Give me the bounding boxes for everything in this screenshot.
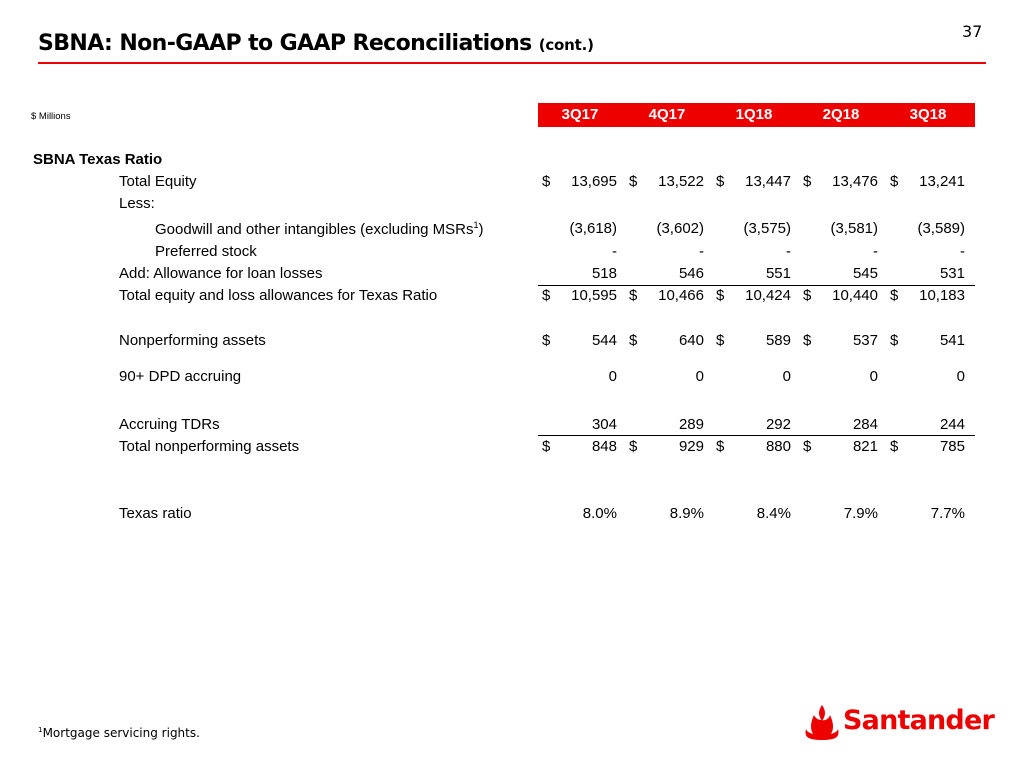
table-cell: [712, 332, 796, 352]
currency-symbol: $: [716, 438, 725, 455]
cell-value: 589: [765, 332, 791, 349]
table-cell: [538, 220, 622, 240]
units-label: $ Millions: [31, 111, 71, 122]
row-label-preferred-stock: Preferred stock: [155, 243, 257, 260]
period-header-0: 3Q17: [561, 106, 599, 123]
cell-value: 13,522: [658, 173, 704, 190]
cell-value: 7.9%: [843, 505, 878, 522]
currency-symbol: $: [629, 287, 638, 304]
table-cell: [886, 220, 970, 240]
cell-value: 0: [782, 368, 791, 385]
row-label-goodwill: [155, 220, 484, 238]
cell-value: (3,618): [569, 220, 617, 237]
cell-value: (3,589): [917, 220, 965, 237]
table-cell: [538, 332, 622, 352]
cell-value: 785: [939, 438, 965, 455]
currency-symbol: $: [716, 332, 725, 349]
table-cell: [538, 416, 622, 436]
table-cell: [799, 287, 883, 307]
table-cell: [799, 416, 883, 436]
cell-value: 929: [678, 438, 704, 455]
table-cell: [886, 505, 970, 525]
table-cell: [538, 287, 622, 307]
cell-value: -: [960, 243, 965, 260]
cell-value: 13,447: [745, 173, 791, 190]
cell-value: 537: [852, 332, 878, 349]
table-cell: [712, 173, 796, 193]
title-underline: [38, 62, 986, 64]
cell-value: 13,695: [571, 173, 617, 190]
flame-icon: [804, 703, 840, 741]
section-title: SBNA Texas Ratio: [33, 151, 163, 168]
row-label-90-dpd: 90+ DPD accruing: [119, 368, 242, 385]
table-cell: [886, 438, 970, 458]
table-cell: [538, 368, 622, 388]
cell-value: (3,575): [743, 220, 791, 237]
cell-value: -: [786, 243, 791, 260]
table-cell: [538, 265, 622, 285]
cell-value: 13,476: [832, 173, 878, 190]
table-cell: [625, 265, 709, 285]
row-label-goodwill-text: Goodwill and other intangibles (excluding MSRs: [155, 221, 474, 238]
cell-value: (3,581): [830, 220, 878, 237]
santander-logo: [804, 703, 994, 741]
cell-value: 546: [678, 265, 704, 282]
table-cell: [625, 332, 709, 352]
cell-value: 0: [608, 368, 617, 385]
cell-value: -: [699, 243, 704, 260]
page-number: 37: [962, 22, 983, 41]
currency-symbol: $: [803, 332, 812, 349]
table-cell: [625, 368, 709, 388]
table-cell: [886, 416, 970, 436]
row-label-total-equity: Total Equity: [119, 173, 197, 190]
cell-value: 13,241: [919, 173, 965, 190]
cell-value: 292: [765, 416, 791, 433]
table-cell: [886, 265, 970, 285]
cell-value: -: [873, 243, 878, 260]
cell-value: 0: [695, 368, 704, 385]
table-cell: [886, 243, 970, 263]
table-cell: [799, 265, 883, 285]
footnote: [38, 725, 200, 740]
table-cell: [712, 287, 796, 307]
page-title-suffix: (cont.): [538, 36, 594, 54]
cell-value: 821: [852, 438, 878, 455]
table-cell: [712, 265, 796, 285]
cell-value: 551: [765, 265, 791, 282]
table-cell: [799, 505, 883, 525]
row-label-nonperforming-assets: Nonperforming assets: [119, 332, 266, 349]
rule-above-total-equity: [538, 285, 975, 286]
table-cell: [625, 173, 709, 193]
cell-value: 8.4%: [756, 505, 791, 522]
table-cell: [625, 243, 709, 263]
currency-symbol: $: [890, 438, 899, 455]
row-label-total-nonperforming: Total nonperforming assets: [119, 438, 300, 455]
cell-value: 10,595: [571, 287, 617, 304]
rule-above-total-nonperforming: [538, 435, 975, 436]
cell-value: 304: [591, 416, 617, 433]
row-label-total-equity-loss-allowances: Total equity and loss allowances for Texas Ratio: [119, 287, 438, 304]
cell-value: 10,183: [919, 287, 965, 304]
currency-symbol: $: [803, 287, 812, 304]
cell-value: 544: [591, 332, 617, 349]
table-cell: [799, 368, 883, 388]
table-cell: [799, 173, 883, 193]
cell-value: 8.9%: [669, 505, 704, 522]
cell-value: 0: [869, 368, 878, 385]
footnote-text: Mortgage servicing rights.: [42, 726, 200, 740]
row-label-accruing-tdrs: Accruing TDRs: [119, 416, 220, 433]
cell-value: 640: [678, 332, 704, 349]
table-cell: [712, 368, 796, 388]
table-cell: [625, 416, 709, 436]
cell-value: 531: [939, 265, 965, 282]
currency-symbol: $: [542, 173, 551, 190]
table-cell: [538, 243, 622, 263]
currency-symbol: $: [803, 438, 812, 455]
currency-symbol: $: [890, 173, 899, 190]
cell-value: 8.0%: [582, 505, 617, 522]
table-cell: [799, 332, 883, 352]
cell-value: 0: [956, 368, 965, 385]
table-cell: [538, 173, 622, 193]
table-cell: [886, 368, 970, 388]
table-cell: [799, 243, 883, 263]
cell-value: 10,440: [832, 287, 878, 304]
table-cell: [886, 173, 970, 193]
table-cell: [625, 438, 709, 458]
logo-wordmark: Santander: [843, 705, 994, 736]
period-header-3: 2Q18: [822, 106, 860, 123]
currency-symbol: $: [542, 287, 551, 304]
table-cell: [799, 220, 883, 240]
table-cell: [625, 287, 709, 307]
table-cell: [886, 287, 970, 307]
currency-symbol: $: [542, 438, 551, 455]
currency-symbol: $: [629, 438, 638, 455]
table-cell: [712, 220, 796, 240]
cell-value: 7.7%: [930, 505, 965, 522]
table-cell: [712, 243, 796, 263]
cell-value: 289: [678, 416, 704, 433]
currency-symbol: $: [890, 332, 899, 349]
table-cell: [712, 438, 796, 458]
row-label-goodwill-tail: ): [478, 221, 484, 238]
table-cell: [799, 438, 883, 458]
currency-symbol: $: [629, 173, 638, 190]
table-cell: [712, 416, 796, 436]
currency-symbol: $: [716, 173, 725, 190]
table-cell: [538, 438, 622, 458]
cell-value: -: [612, 243, 617, 260]
table-cell: [538, 505, 622, 525]
footnote-marker-1: 1: [38, 725, 43, 734]
currency-symbol: $: [890, 287, 899, 304]
cell-value: 518: [591, 265, 617, 282]
period-header-1: 4Q17: [648, 106, 686, 123]
currency-symbol: $: [803, 173, 812, 190]
table-cell: [712, 505, 796, 525]
cell-value: 10,466: [658, 287, 704, 304]
cell-value: 244: [939, 416, 965, 433]
currency-symbol: $: [629, 332, 638, 349]
table-cell: [625, 505, 709, 525]
period-header-4: 3Q18: [909, 106, 947, 123]
cell-value: 848: [591, 438, 617, 455]
page-title: [38, 31, 594, 56]
footnote-marker: 1: [473, 220, 479, 230]
cell-value: 880: [765, 438, 791, 455]
currency-symbol: $: [716, 287, 725, 304]
cell-value: (3,602): [656, 220, 704, 237]
row-label-allowance: Add: Allowance for loan losses: [119, 265, 323, 282]
table-cell: [625, 220, 709, 240]
currency-symbol: $: [542, 332, 551, 349]
period-header-2: 1Q18: [735, 106, 773, 123]
cell-value: 545: [852, 265, 878, 282]
row-label-less: Less:: [119, 195, 155, 212]
table-cell: [886, 332, 970, 352]
cell-value: 541: [939, 332, 965, 349]
cell-value: 284: [852, 416, 878, 433]
row-label-texas-ratio: Texas ratio: [119, 505, 192, 522]
cell-value: 10,424: [745, 287, 791, 304]
page-title-main: SBNA: Non-GAAP to GAAP Reconciliations: [38, 31, 532, 56]
